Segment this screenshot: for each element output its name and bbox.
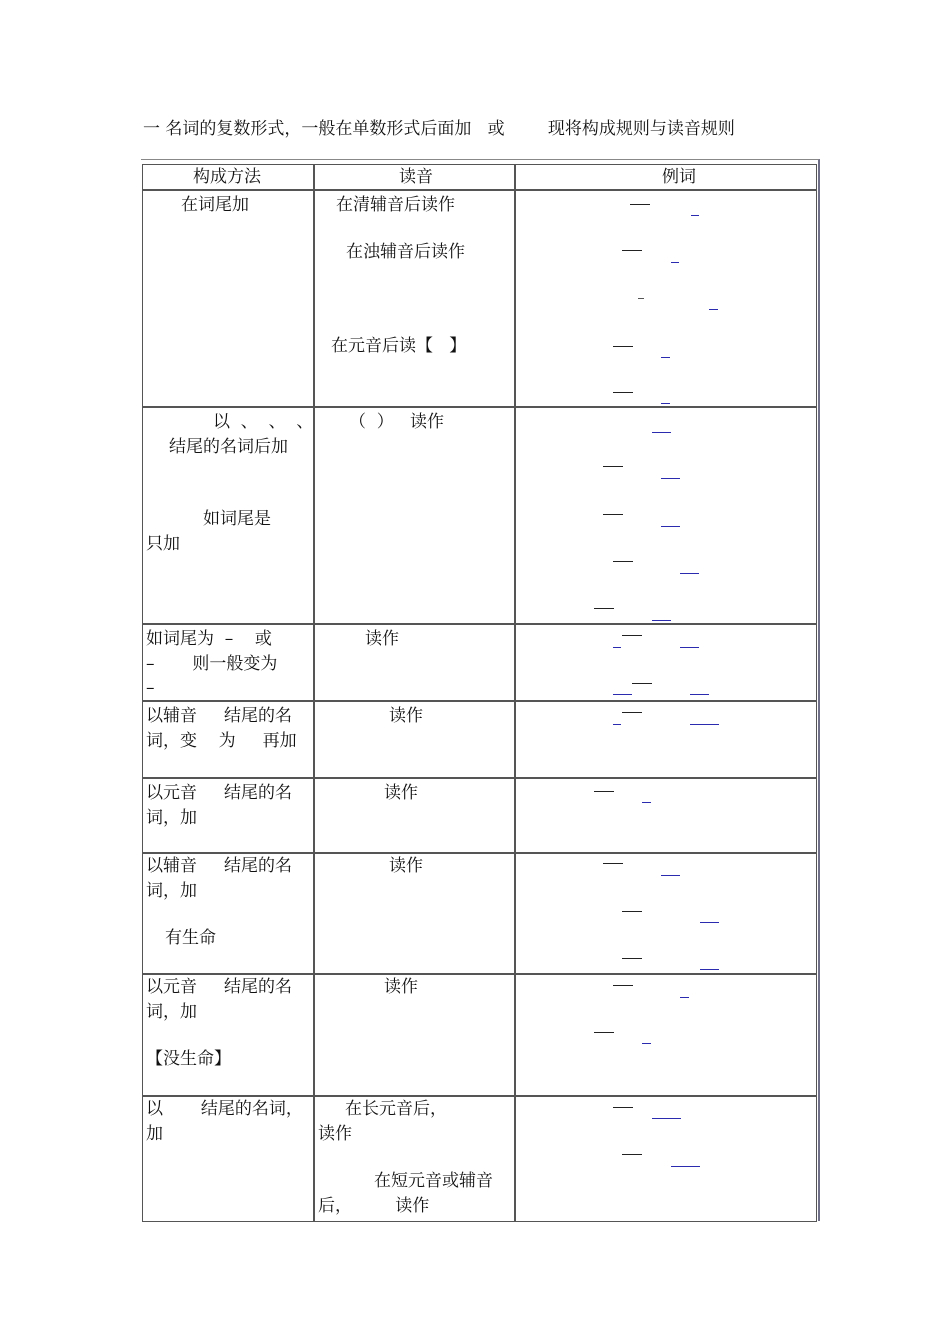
reading-text: （ ） 读作: [349, 412, 445, 432]
reading-text: 在长元音后，: [345, 1099, 447, 1119]
reading-text: 读作: [384, 977, 418, 997]
example-cell: [515, 974, 817, 1096]
method-text: 结尾的名词后加: [169, 437, 288, 457]
example-cell: [515, 190, 817, 407]
table-row: [141, 407, 818, 624]
example-cell: [515, 778, 817, 853]
reading-text: 在浊辅音后读作: [346, 242, 465, 262]
method-text: 以辅音 结尾的名: [146, 856, 293, 876]
table-header-row: [141, 164, 818, 190]
page-title: 一 名词的复数形式，一般在单数形式后面加 或 现将构成规则与读音规则: [143, 119, 735, 139]
method-text: 【没生命】: [146, 1049, 231, 1069]
method-text: 词，加: [146, 808, 197, 828]
header-method: 构成方法: [193, 167, 261, 187]
table-row: [141, 1096, 818, 1222]
method-text: 词，加: [146, 1002, 197, 1022]
reading-text: 在短元音或辅音: [374, 1171, 493, 1191]
method-text: – 则一般变为: [146, 654, 278, 674]
method-text: –: [146, 678, 155, 698]
method-text: 加: [146, 1124, 163, 1144]
method-text: 以元音 结尾的名: [146, 977, 293, 997]
example-cell: [515, 701, 817, 778]
method-text: 有生命: [165, 928, 216, 948]
table-row: [141, 190, 818, 407]
reading-text: 读作: [389, 706, 423, 726]
table-row: [141, 701, 818, 778]
method-text: 如词尾是: [203, 509, 271, 529]
reading-text: 读作: [318, 1124, 352, 1144]
method-text: 以元音 结尾的名: [146, 783, 293, 803]
reading-text: 在元音后读【 】: [331, 336, 467, 356]
reading-text: 在清辅音后读作: [336, 195, 455, 215]
reading-text: 读作: [365, 629, 399, 649]
table-row: [141, 778, 818, 853]
example-cell: [515, 624, 817, 701]
example-cell: [515, 1096, 817, 1222]
header-example: 例词: [662, 167, 696, 187]
plural-rules-table: [141, 159, 820, 1221]
method-text: 只加: [146, 534, 180, 554]
table-row: [141, 624, 818, 701]
method-text: 以辅音 结尾的名: [146, 706, 293, 726]
reading-text: 后， 读作: [318, 1196, 430, 1216]
reading-text: 读作: [389, 856, 423, 876]
method-text: 以 、 、 、: [213, 412, 314, 432]
method-text: 以 结尾的名词，: [146, 1099, 303, 1119]
example-cell: [515, 407, 817, 624]
table-row: [141, 853, 818, 974]
header-reading: 读音: [399, 167, 433, 187]
method-text: 词，加: [146, 881, 197, 901]
reading-text: 读作: [384, 783, 418, 803]
method-text: 在词尾加: [181, 195, 249, 215]
table-row: [141, 974, 818, 1096]
method-text: 词，变 为 再加: [146, 731, 297, 751]
example-cell: [515, 853, 817, 974]
method-text: 如词尾为 – 或: [146, 629, 272, 649]
